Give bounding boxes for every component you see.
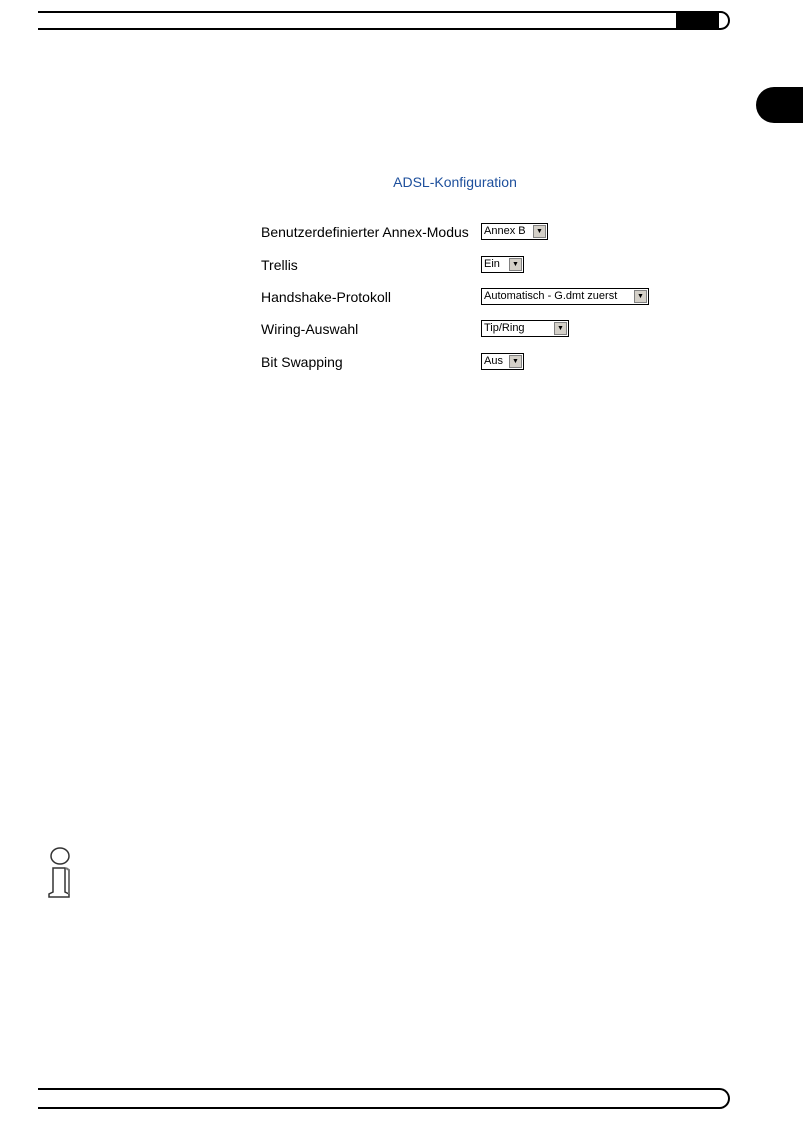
chevron-down-icon[interactable]: ▼ bbox=[634, 290, 647, 303]
chevron-down-icon[interactable]: ▼ bbox=[509, 258, 522, 271]
bit-swapping-value: Aus bbox=[484, 355, 503, 367]
handshake-protocol-select[interactable] bbox=[481, 288, 649, 305]
form-row-handshake-protocol bbox=[261, 288, 661, 307]
handshake-protocol-label: Handshake-Protokoll bbox=[261, 289, 391, 305]
annex-mode-value: Annex B bbox=[484, 225, 526, 237]
form-row-bit-swapping bbox=[261, 353, 661, 372]
wiring-select[interactable] bbox=[481, 320, 569, 337]
info-icon bbox=[43, 846, 75, 898]
bit-swapping-select[interactable] bbox=[481, 353, 524, 370]
form-row-wiring bbox=[261, 320, 661, 339]
trellis-select[interactable] bbox=[481, 256, 524, 273]
form-row-trellis bbox=[261, 256, 661, 275]
form-row-annex-mode bbox=[261, 223, 661, 242]
trellis-label: Trellis bbox=[261, 257, 298, 273]
chevron-down-icon[interactable]: ▼ bbox=[554, 322, 567, 335]
annex-mode-select[interactable] bbox=[481, 223, 548, 240]
header-page-tab bbox=[676, 13, 719, 28]
chapter-marker bbox=[756, 87, 803, 123]
footer-rule bbox=[38, 1088, 730, 1109]
chevron-down-icon[interactable]: ▼ bbox=[533, 225, 546, 238]
annex-mode-label: Benutzerdefinierter Annex-Modus bbox=[261, 224, 469, 240]
handshake-protocol-value: Automatisch - G.dmt zuerst bbox=[484, 290, 618, 302]
page-title: ADSL-Konfiguration bbox=[393, 174, 517, 190]
bit-swapping-label: Bit Swapping bbox=[261, 354, 343, 370]
header-rule bbox=[38, 11, 730, 30]
wiring-label: Wiring-Auswahl bbox=[261, 321, 359, 337]
trellis-value: Ein bbox=[484, 258, 500, 270]
wiring-value: Tip/Ring bbox=[484, 322, 525, 334]
chevron-down-icon[interactable]: ▼ bbox=[509, 355, 522, 368]
